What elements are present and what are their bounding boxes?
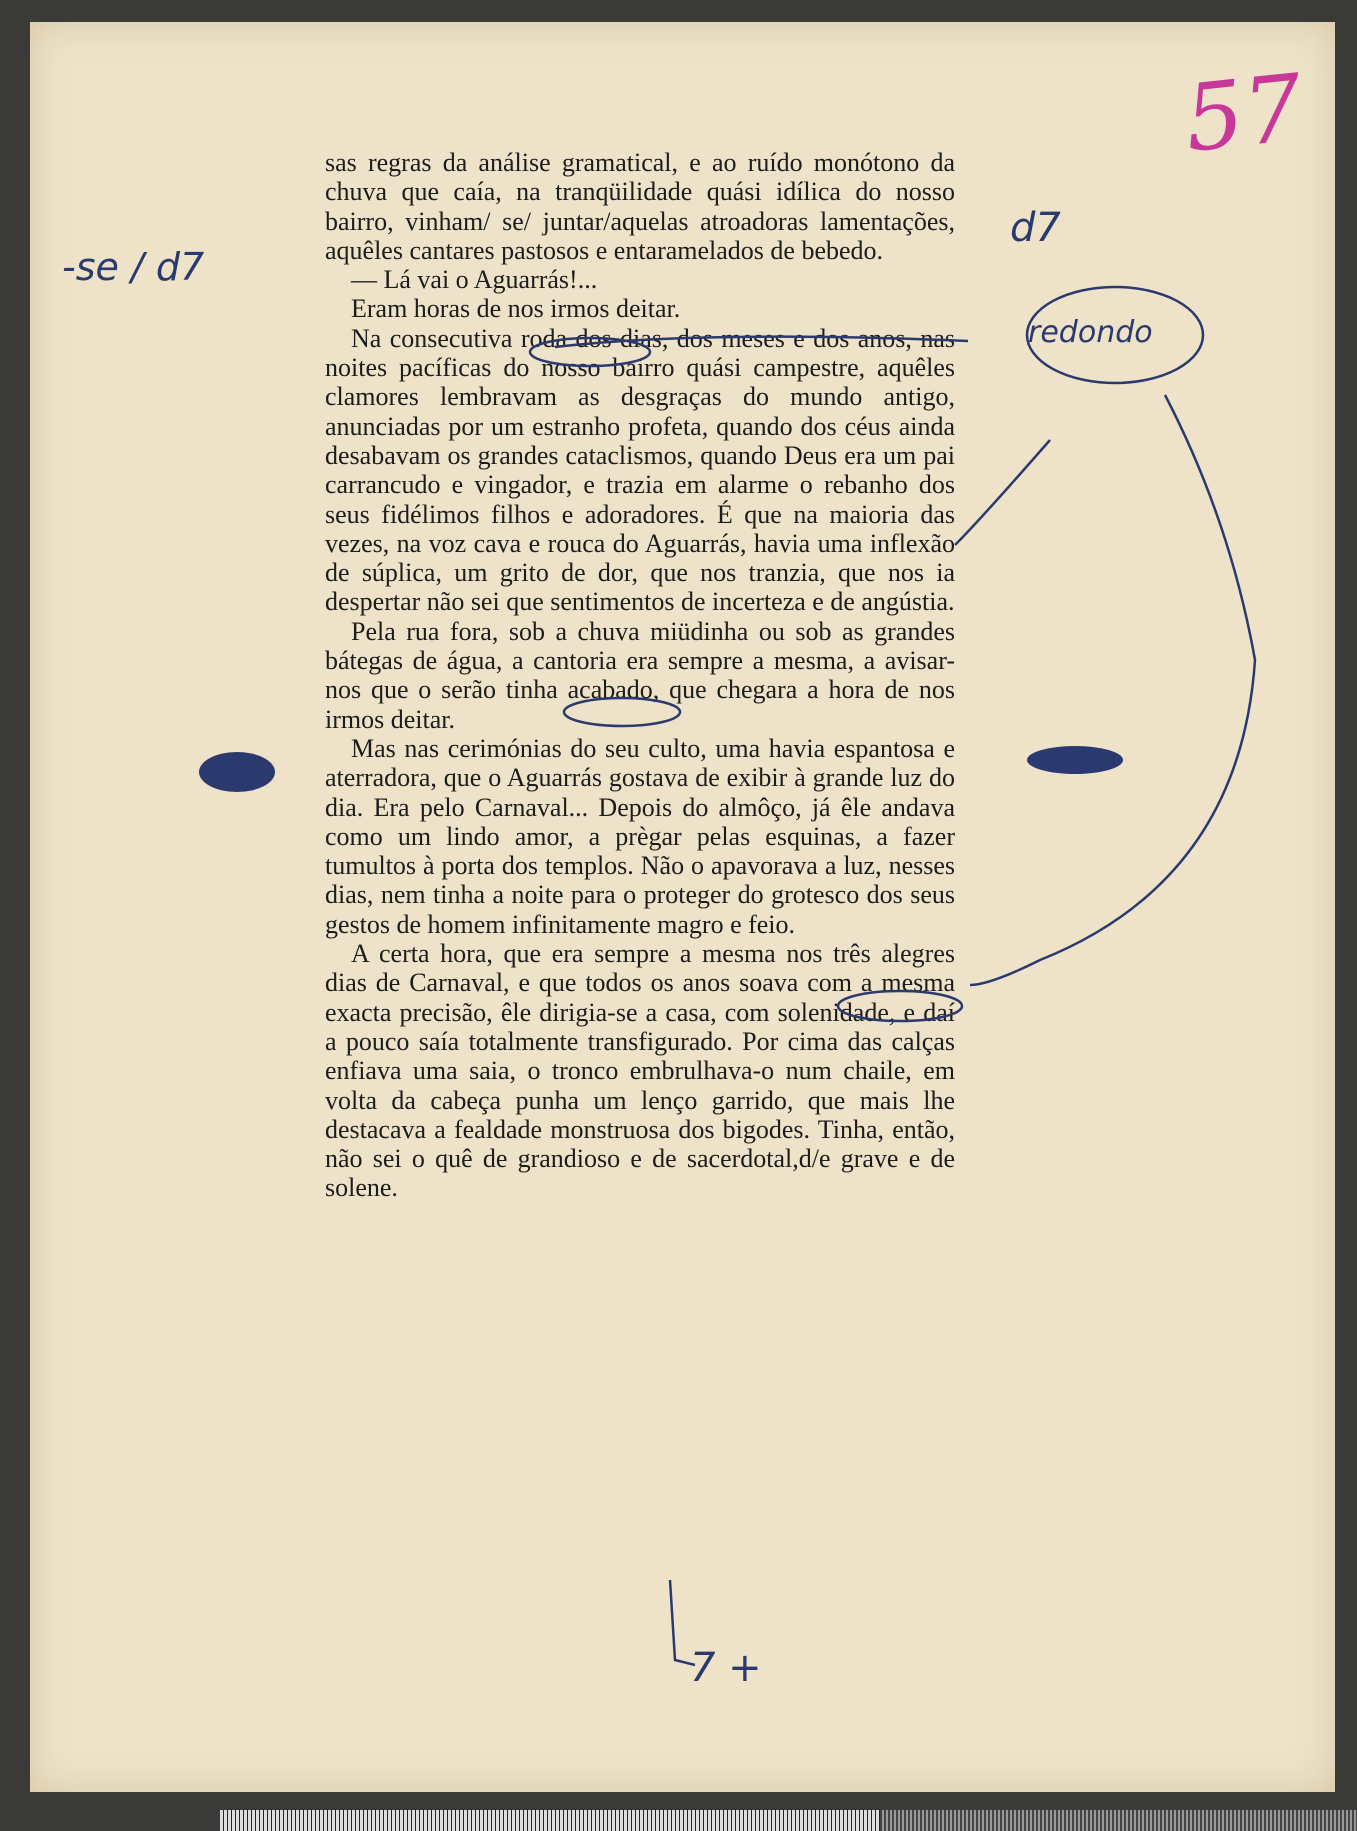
paragraph: A certa hora, que era sempre a mesma nos três alegres dias de Carnaval, e que todos os anos soava com a mesma exacta precisão, êle dirigia-se a casa, com solenidade, e daí a pouco saía totalmente transfigurado. Por cima das calças enfiava uma saia, o tronco embrulhava-o num chaile, em volta da cabeça punha um lenço garrido, que mais lhe destacava a fealdade monstruosa dos bigodes. Tinha, então, não sei o quê de grandioso e de sacerdotal,d/e grave e de solene. <box>325 939 955 1203</box>
margin-note-bubble: redondo <box>1028 315 1153 350</box>
paragraph-dialogue: — Lá vai o Aguarrás!... <box>351 265 598 295</box>
paragraph: sas regras da análise gramatical, e ao ruído monótono da chuva que caía, na tranqüilidade quási idílica do nosso bairro, vinham/ se/ juntar/aquelas atroadoras lamentações, aquêles cantares pastosos e entaramelados de bebedo. <box>325 148 955 265</box>
scale-ruler-dark <box>880 1810 1357 1831</box>
paragraph: Na consecutiva roda dos dias, dos meses e dos anos, nas noites pacíficas do nosso bairro quási campestre, aquêles clamores lembravam as desgraças do mundo antigo, anunciadas por um estranho profeta, quando dos céus ainda desabavam os grandes cataclismos, quando Deus era um pai carrancudo e vingador, e trazia em alarme o rebanho dos seus fidélimos filhos e adoradores. É que na maioria das vezes, na voz cava e rouca do Aguarrás, havia uma inflexão de súplica, um grito de dor, que nos tranzia, que nos ia despertar não sei que sentimentos de incerteza e de angústia. <box>325 323 955 617</box>
margin-note-right: d7 <box>1010 205 1061 251</box>
paragraph: Pela rua fora, sob a chuva miüdinha ou sob as grandes bátegas de água, a cantoria era sempre a mesma, a avisar-nos que o serão tinha acabado, que chegara a hora de nos irmos deitar. <box>325 616 955 734</box>
margin-note-bottom: 7 + <box>690 1645 762 1691</box>
page-number: 57 <box>1179 54 1308 173</box>
body-text <box>325 148 955 1203</box>
paragraph: Eram horas de nos irmos deitar. <box>351 294 681 324</box>
margin-note-left: -se / d7 <box>62 245 205 289</box>
paragraph: Mas nas cerimónias do seu culto, uma havia espantosa e aterradora, que o Aguarrás gostava de exibir à grande luz do dia. Era pelo Carnaval... Depois do almôço, já êle andava como um lindo amor, a prègar pelas esquinas, a fazer tumultos à porta dos templos. Não o apavorava a luz, nesses dias, nem tinha a noite para o proteger do grotesco dos seus gestos de homem infinitamente magro e feio. <box>325 733 955 939</box>
